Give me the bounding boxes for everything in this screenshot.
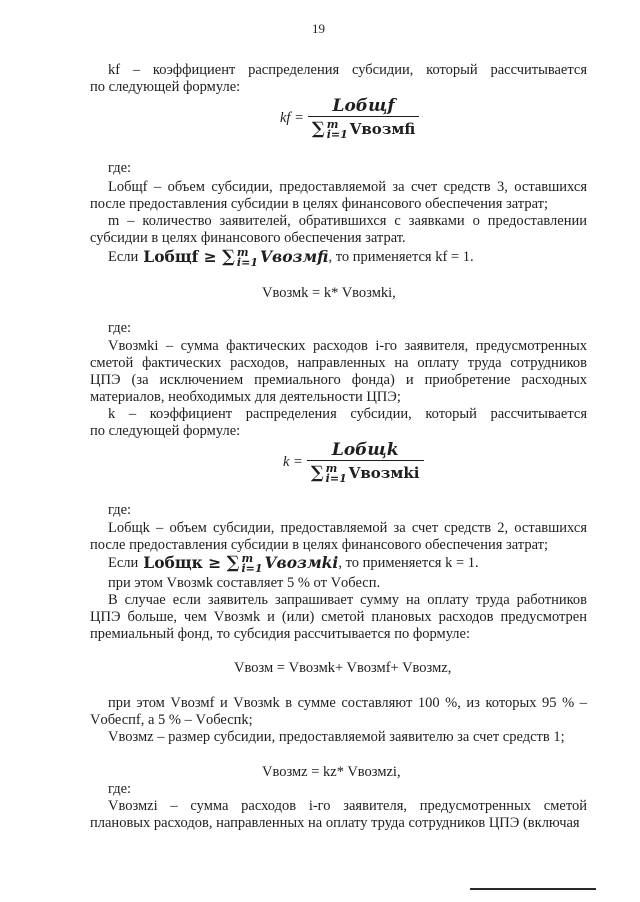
formula-k-numerator: Lобщk [331,440,399,460]
sum-upper: m [325,462,338,475]
page-number: 19 [312,21,325,36]
vvozmf-share-line-1: при этом Vвозмf и Vвозмk в сумме составляют 100 %, из которых 95 % – [108,695,587,711]
where-label-1: где: [108,160,132,176]
request-case-line-3: премиальный фонд, то субсидия рассчитывается по формуле: [90,626,471,642]
sum-upper: m [236,246,249,259]
k-definition-line-2: по следующей формуле: [90,423,241,439]
formula-k-denominator [307,460,424,484]
sum-symbol: ∑ [222,247,235,267]
formula-k-den-term: Vвозмki [348,464,420,482]
sum-upper: m [241,552,254,565]
request-case-line-2: ЦПЭ больше, чем Vвозмk и (или) сметой плановых расходов предусмотрен [90,609,587,625]
condition-kf-suffix: , то применяется kf = 1. [328,249,474,265]
lobshk-definition-line-2: после предоставления субсидии в целях финансового обеспечения затрат; [90,537,548,553]
vvozmzi-definition-line-2: плановых расходов, направленных на оплату труда сотрудников ЦПЭ (включая [90,815,580,831]
sum-limits [241,554,262,574]
k-definition-line-1: k – коэффициент распределения субсидии, который рассчитывается [108,406,587,422]
kf-definition-line-1: kf – коэффициент распределения субсидии, который рассчитывается [108,62,587,78]
condition-kf-prefix: Если [108,249,139,265]
vvozmk-share-note: при этом Vвозмk составляет 5 % от Vобесп. [108,575,381,591]
vvozmki-definition-line-3: ЦПЭ (за исключением премиального фонда) и приобретение расходных [90,372,587,388]
condition-k-term: Vвозмki [264,553,339,572]
where-label-2: где: [108,320,132,336]
sum-lower: i=1 [326,128,348,141]
equation-vvozmz: Vвозмz = kz* Vвозмzi, [262,764,401,780]
formula-kf-den-term: Vвозмfi [349,120,416,138]
formula-k-fraction [307,440,424,484]
formula-k-lhs: k = [283,453,303,470]
lobshk-definition-line-1: Lобщk – объем субсидии, предоставляемой за счет средств 2, оставшихся [108,520,587,536]
m-definition-line-1: m – количество заявителей, обратившихся с заявками о предоставлении [108,213,587,229]
equation-vvozm: Vвозм = Vвозмk+ Vвозмf+ Vвозмz, [234,660,452,676]
formula-kf-lhs: kf = [280,109,304,126]
sum-limits [237,248,258,268]
sum-lower: i=1 [325,472,347,485]
lobshf-definition-line-2: после предоставления субсидии в целях финансового обеспечения затрат; [90,196,548,212]
condition-k-math [143,553,338,574]
kf-definition-line-2: по следующей формуле: [90,79,241,95]
formula-kf-fraction [308,96,419,140]
equation-vvozmk: Vвозмk = k* Vвозмki, [262,285,396,301]
vvozmz-definition: Vвозмz – размер субсидии, предоставляемой заявителю за счет средств 1; [108,729,565,745]
footer-rule [470,888,596,890]
formula-kf-numerator: Lобщf [332,96,395,116]
condition-k-lhs: Lобщк ≥ [143,553,222,572]
condition-kf-lhs: Lобщf ≥ [143,247,217,266]
where-label-3: где: [108,502,132,518]
formula-kf [280,96,419,140]
sum-lower: i=1 [236,256,258,269]
condition-k [108,553,479,574]
formula-kf-denominator [308,116,419,140]
vvozmki-definition-line-2: сметой фактических расходов, направленных на оплату труда сотрудников [90,355,587,371]
vvozmf-share-line-2: Vобеспf, а 5 % – Vобеспk; [90,712,253,728]
condition-k-prefix: Если [108,555,139,571]
sum-symbol: ∑ [311,119,325,139]
condition-kf [108,247,474,268]
sum-symbol: ∑ [226,553,240,573]
condition-kf-term: Vвозмfi [259,247,329,266]
sum-lower: i=1 [241,562,263,575]
vvozmki-definition-line-4: материалов, необходимых для деятельности ЦПЭ; [90,389,401,405]
sum-symbol: ∑ [310,463,324,483]
formula-k [283,440,424,484]
where-label-4: где: [108,781,132,797]
request-case-line-1: В случае если заявитель запрашивает сумму на оплату труда работников [108,592,587,608]
vvozmki-definition-line-1: Vвозмki – сумма фактических расходов i-го заявителя, предусмотренных [108,338,587,354]
condition-k-suffix: , то применяется k = 1. [338,555,479,571]
sum-upper: m [326,118,339,131]
condition-kf-math [143,247,328,268]
vvozmzi-definition-line-1: Vвозмzi – сумма расходов i-го заявителя, предусмотренных сметой [108,798,587,814]
lobshf-definition-line-1: Lобщf – объем субсидии, предоставляемой за счет средств 3, оставшихся [108,179,587,195]
sum-limits [327,120,348,140]
m-definition-line-2: субсидии в целях финансового обеспечения затрат. [90,230,406,246]
sum-limits [326,464,347,484]
